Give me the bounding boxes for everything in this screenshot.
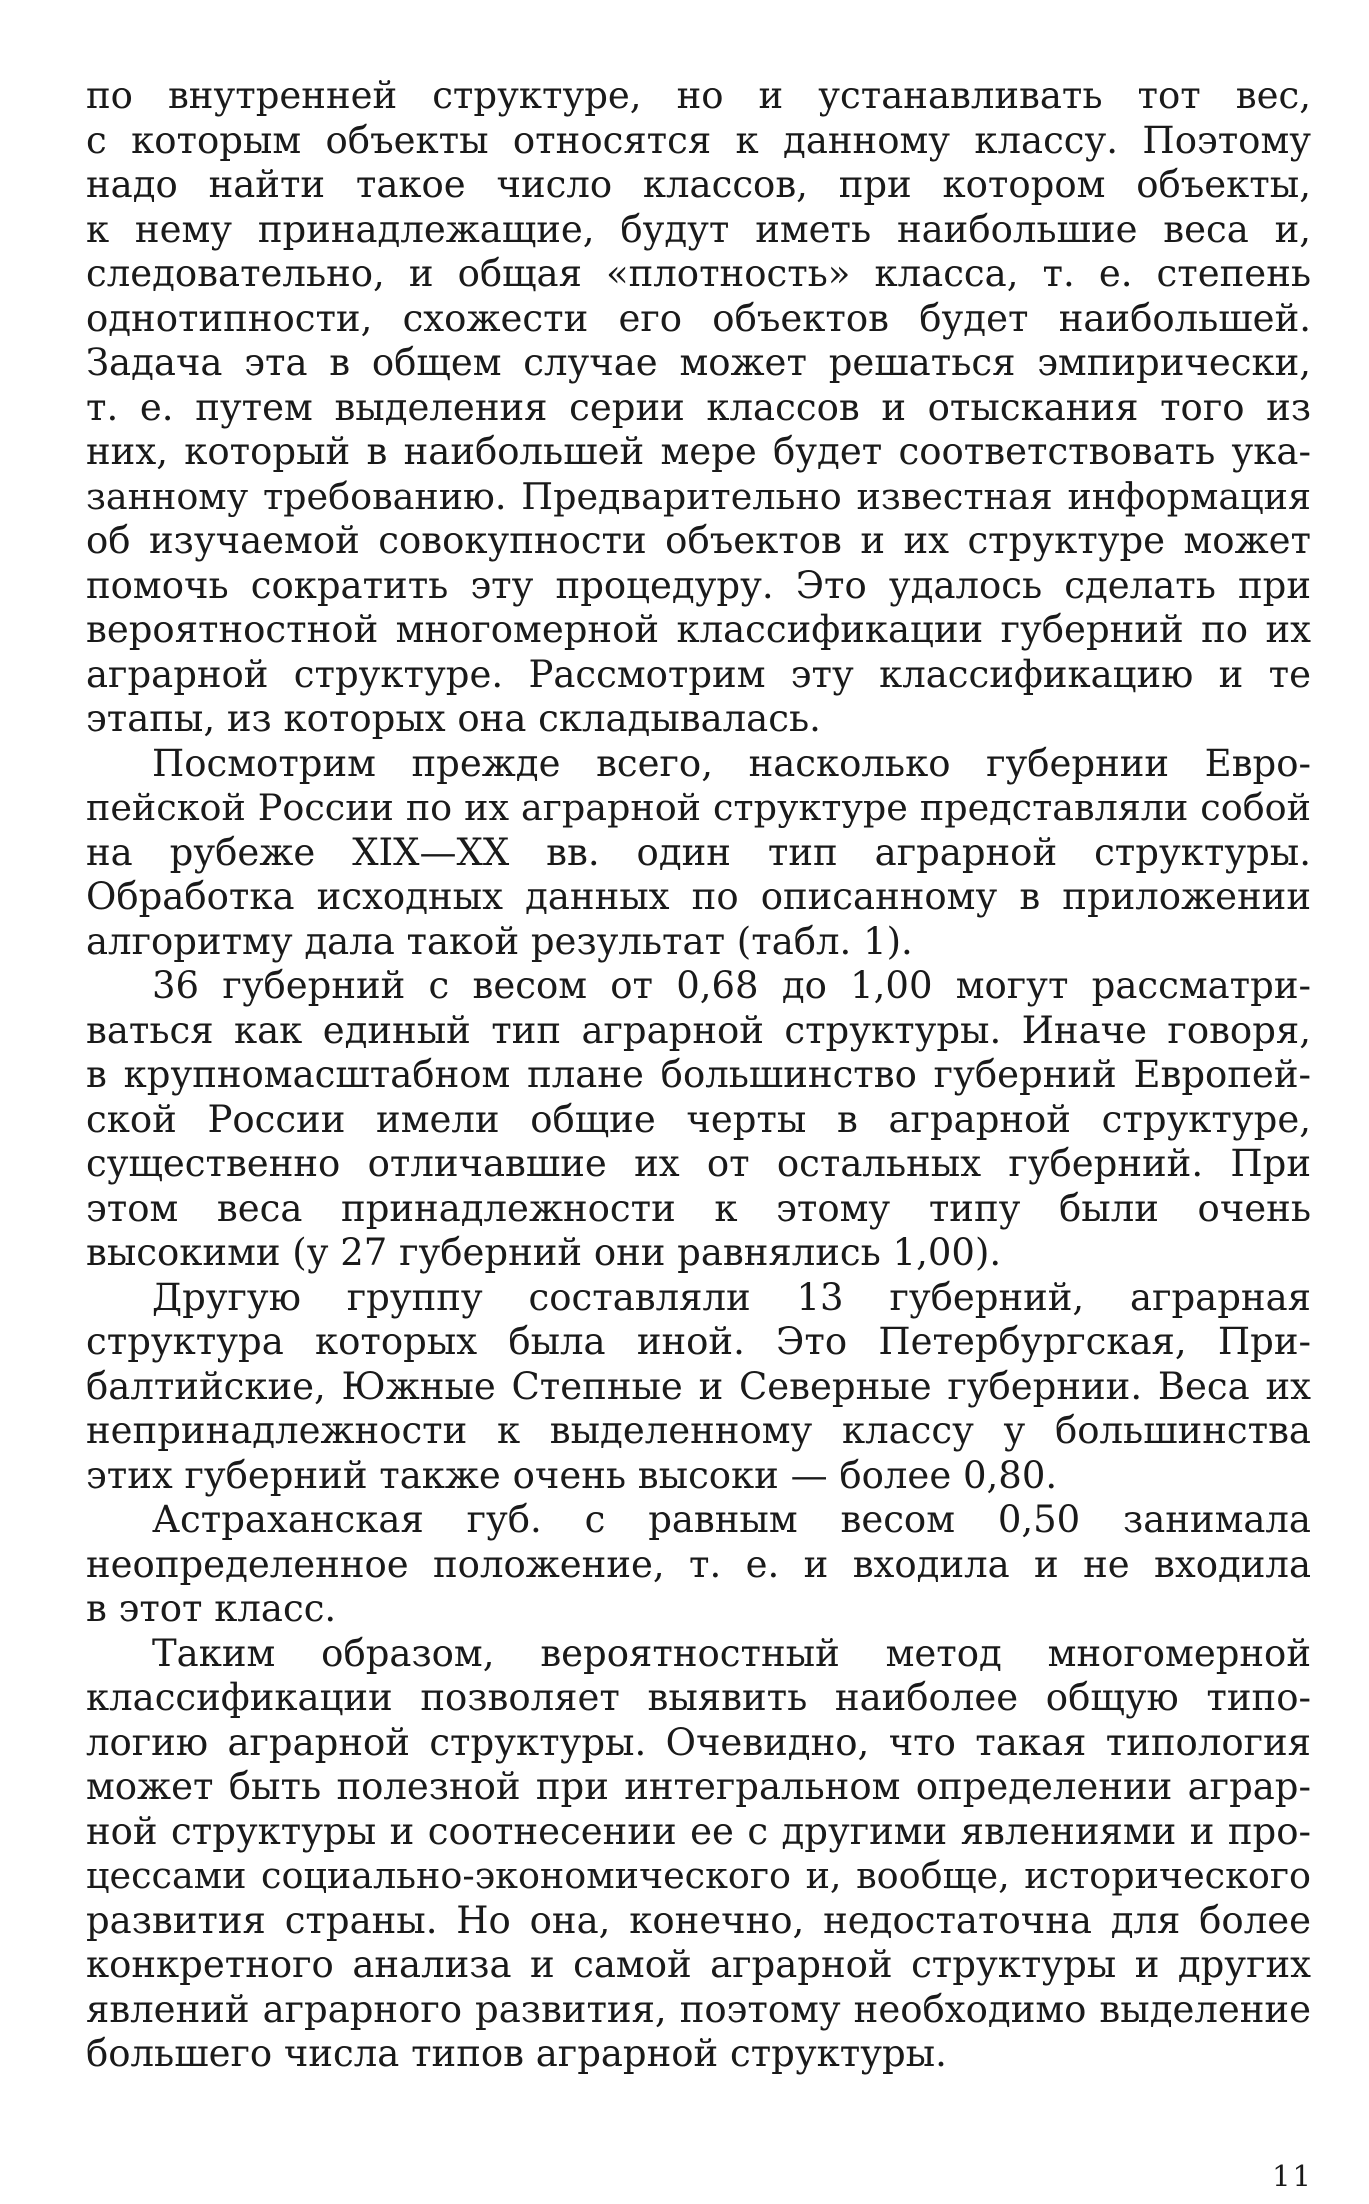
text-line: них, который в наибольшей мере будет соответствовать ука- <box>86 430 1311 473</box>
text-line: цессами социально-экономического и, вообще, исторического <box>86 1854 1311 1897</box>
text-line: конкретного анализа и самой аграрной структуры и других <box>86 1943 1311 1986</box>
text-line: пейской России по их аграрной структуре представляли собой <box>86 786 1311 829</box>
text-line: непринадлежности к выделенному классу у большинства <box>86 1409 1311 1452</box>
text-line: Таким образом, вероятностный метод многомерной <box>152 1631 1311 1675</box>
text-line: в крупномасштабном плане большинство губерний Европей- <box>86 1053 1311 1096</box>
text-line: балтийские, Южные Степные и Северные губернии. Веса их <box>86 1364 1311 1408</box>
text-line: по внутренней структуре, но и устанавливать тот вес, <box>86 74 1311 117</box>
text-line: развития страны. Но она, конечно, недостаточна для более <box>86 1898 1311 1942</box>
text-line: логию аграрной структуры. Очевидно, что такая типология <box>86 1720 1311 1764</box>
text-line: ской России имели общие черты в аграрной структуре, <box>86 1097 1311 1141</box>
text-line: т. е. путем выделения серии классов и отыскания того из <box>86 385 1311 429</box>
text-line: однотипности, схожести его объектов будет наибольшей. <box>86 296 1311 340</box>
text-line: следовательно, и общая «плотность» класса, т. е. степень <box>86 252 1311 295</box>
text-line: надо найти такое число классов, при котором объекты, <box>86 163 1311 206</box>
text-line: этих губерний также очень высоки — более 0,80. <box>86 1453 1058 1497</box>
text-line: существенно отличавшие их от остальных губерний. При <box>86 1142 1311 1185</box>
text-line: занному требованию. Предварительно известная информация <box>86 474 1311 518</box>
text-line: классификации позволяет выявить наиболее общую типо- <box>86 1676 1311 1719</box>
text-line: в этот класс. <box>86 1587 337 1630</box>
text-line: явлений аграрного развития, поэтому необходимо выделение <box>86 1987 1311 2031</box>
text-line: помочь сократить эту процедуру. Это удалось сделать при <box>86 563 1311 607</box>
text-line: Астраханская губ. с равным весом 0,50 занимала <box>152 1498 1311 1541</box>
text-line: об изучаемой совокупности объектов и их структуре может <box>86 519 1311 562</box>
text-line: алгоритму дала такой результат (табл. 1). <box>86 919 913 963</box>
text-line: на рубеже XIX—XX вв. один тип аграрной структуры. <box>86 830 1311 874</box>
text-line: Посмотрим прежде всего, насколько губернии Евро- <box>152 741 1311 785</box>
text-line: этом веса принадлежности к этому типу были очень <box>86 1186 1311 1230</box>
body-text <box>86 74 1311 2077</box>
text-line: ной структуры и соотнесении ее с другими явлениями и про- <box>86 1809 1311 1853</box>
text-line: ваться как единый тип аграрной структуры. Иначе говоря, <box>86 1008 1311 1052</box>
page-number: 11 <box>1272 2159 1313 2193</box>
text-line: с которым объекты относятся к данному классу. Поэтому <box>86 118 1311 162</box>
text-line: Задача эта в общем случае может решаться эмпирически, <box>86 341 1311 384</box>
text-line: 36 губерний с весом от 0,68 до 1,00 могут рассматри- <box>152 964 1311 1007</box>
text-line: неопределенное положение, т. е. и входила и не входила <box>86 1542 1311 1586</box>
text-line: этапы, из которых она складывалась. <box>86 697 821 740</box>
text-line: может быть полезной при интегральном определении аграр- <box>86 1765 1311 1808</box>
text-line: вероятностной многомерной классификации губерний по их <box>86 608 1311 651</box>
text-line: Обработка исходных данных по описанному в приложении <box>86 875 1311 918</box>
text-line: к нему принадлежащие, будут иметь наибольшие веса и, <box>86 207 1311 251</box>
text-line: Другую группу составляли 13 губерний, аграрная <box>152 1275 1311 1319</box>
text-line: высокими (у 27 губерний они равнялись 1,00). <box>86 1231 1002 1274</box>
text-line: структура которых была иной. Это Петербургская, При- <box>86 1320 1311 1363</box>
text-line: большего числа типов аграрной структуры. <box>86 2032 947 2075</box>
text-line: аграрной структуре. Рассмотрим эту классификацию и те <box>86 652 1311 696</box>
